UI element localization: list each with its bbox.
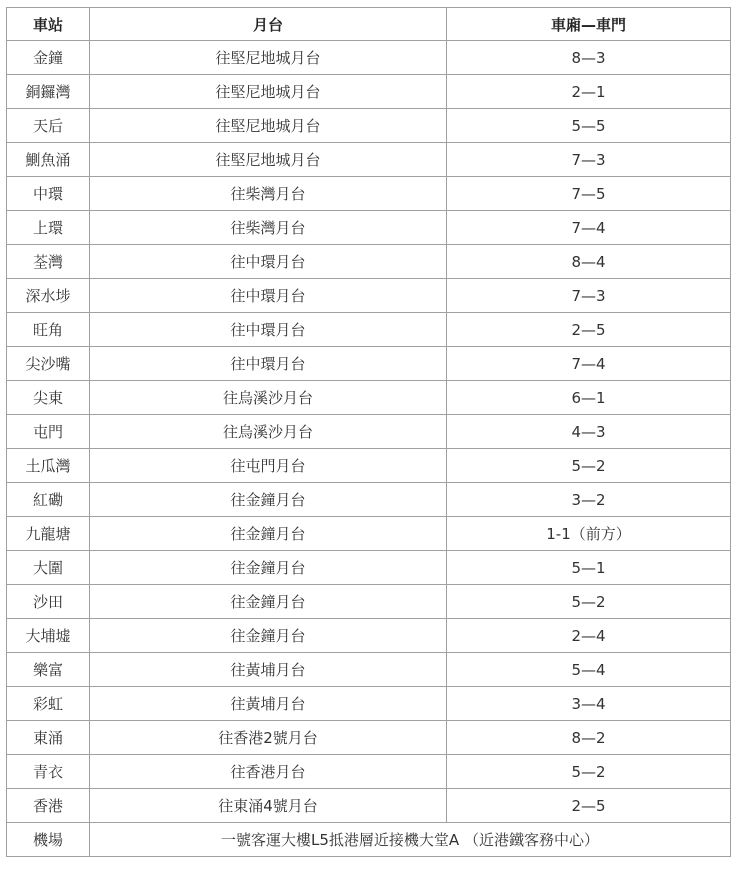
airport-location-cell: 一號客運大樓L5抵港層近接機大堂A （近港鐵客務中心）: [90, 823, 731, 857]
station-cell: 屯門: [7, 415, 90, 449]
door-cell: 1-1（前方）: [447, 517, 731, 551]
table-row: [7, 245, 731, 279]
station-cell: 尖沙嘴: [7, 347, 90, 381]
station-cell: 尖東: [7, 381, 90, 415]
platform-cell: 往中環月台: [90, 245, 447, 279]
table-row-airport: [7, 823, 731, 857]
table-row: [7, 687, 731, 721]
table-row: [7, 449, 731, 483]
door-cell: 4—3: [447, 415, 731, 449]
door-cell: 8—3: [447, 41, 731, 75]
door-cell: 2—5: [447, 313, 731, 347]
station-cell: 深水埗: [7, 279, 90, 313]
door-cell: 5—2: [447, 585, 731, 619]
door-cell: 8—4: [447, 245, 731, 279]
platform-cell: 往金鐘月台: [90, 619, 447, 653]
door-cell: 8—2: [447, 721, 731, 755]
platform-cell: 往金鐘月台: [90, 483, 447, 517]
station-cell: 樂富: [7, 653, 90, 687]
platform-cell: 往堅尼地城月台: [90, 41, 447, 75]
platform-cell: 往金鐘月台: [90, 517, 447, 551]
station-cell: 青衣: [7, 755, 90, 789]
station-cell: 沙田: [7, 585, 90, 619]
table-row: [7, 619, 731, 653]
station-door-table: [6, 7, 731, 857]
platform-cell: 往中環月台: [90, 279, 447, 313]
platform-cell: 往香港月台: [90, 755, 447, 789]
platform-cell: 往堅尼地城月台: [90, 109, 447, 143]
table-row: [7, 517, 731, 551]
door-cell: 3—2: [447, 483, 731, 517]
door-cell: 5—2: [447, 755, 731, 789]
table-body: [7, 41, 731, 857]
header-door: 車廂—車門: [447, 8, 731, 41]
platform-cell: 往黃埔月台: [90, 687, 447, 721]
door-cell: 5—5: [447, 109, 731, 143]
table-row: [7, 143, 731, 177]
station-cell: 機場: [7, 823, 90, 857]
door-cell: 5—1: [447, 551, 731, 585]
platform-cell: 往香港2號月台: [90, 721, 447, 755]
table-row: [7, 653, 731, 687]
table-row: [7, 109, 731, 143]
table-row: [7, 415, 731, 449]
table-row: [7, 755, 731, 789]
table-row: [7, 483, 731, 517]
station-cell: 土瓜灣: [7, 449, 90, 483]
platform-cell: 往黃埔月台: [90, 653, 447, 687]
station-cell: 旺角: [7, 313, 90, 347]
door-cell: 2—1: [447, 75, 731, 109]
door-cell: 6—1: [447, 381, 731, 415]
header-station: 車站: [7, 8, 90, 41]
table-row: [7, 721, 731, 755]
station-cell: 東涌: [7, 721, 90, 755]
station-cell: 大埔墟: [7, 619, 90, 653]
platform-cell: 往柴灣月台: [90, 211, 447, 245]
station-cell: 金鐘: [7, 41, 90, 75]
station-cell: 鰂魚涌: [7, 143, 90, 177]
station-cell: 彩虹: [7, 687, 90, 721]
door-cell: 7—3: [447, 279, 731, 313]
platform-cell: 往堅尼地城月台: [90, 75, 447, 109]
door-cell: 2—5: [447, 789, 731, 823]
station-cell: 銅鑼灣: [7, 75, 90, 109]
platform-cell: 往金鐘月台: [90, 551, 447, 585]
table-row: [7, 75, 731, 109]
station-cell: 天后: [7, 109, 90, 143]
door-cell: 7—4: [447, 211, 731, 245]
platform-cell: 往烏溪沙月台: [90, 415, 447, 449]
door-cell: 7—3: [447, 143, 731, 177]
station-cell: 大圍: [7, 551, 90, 585]
station-cell: 香港: [7, 789, 90, 823]
table-row: [7, 551, 731, 585]
door-cell: 3—4: [447, 687, 731, 721]
platform-cell: 往東涌4號月台: [90, 789, 447, 823]
table-row: [7, 585, 731, 619]
station-cell: 上環: [7, 211, 90, 245]
table-row: [7, 347, 731, 381]
table-row: [7, 177, 731, 211]
door-cell: 5—2: [447, 449, 731, 483]
platform-cell: 往烏溪沙月台: [90, 381, 447, 415]
table-row: [7, 279, 731, 313]
door-cell: 5—4: [447, 653, 731, 687]
table-row: [7, 381, 731, 415]
header-row: [7, 8, 731, 41]
station-cell: 荃灣: [7, 245, 90, 279]
platform-cell: 往柴灣月台: [90, 177, 447, 211]
door-cell: 7—4: [447, 347, 731, 381]
platform-cell: 往中環月台: [90, 347, 447, 381]
platform-cell: 往堅尼地城月台: [90, 143, 447, 177]
door-cell: 7—5: [447, 177, 731, 211]
platform-cell: 往金鐘月台: [90, 585, 447, 619]
door-cell: 2—4: [447, 619, 731, 653]
table-row: [7, 41, 731, 75]
table-row: [7, 211, 731, 245]
station-cell: 中環: [7, 177, 90, 211]
platform-cell: 往屯門月台: [90, 449, 447, 483]
table-row: [7, 789, 731, 823]
station-cell: 紅磡: [7, 483, 90, 517]
station-cell: 九龍塘: [7, 517, 90, 551]
platform-cell: 往中環月台: [90, 313, 447, 347]
table-row: [7, 313, 731, 347]
header-platform: 月台: [90, 8, 447, 41]
